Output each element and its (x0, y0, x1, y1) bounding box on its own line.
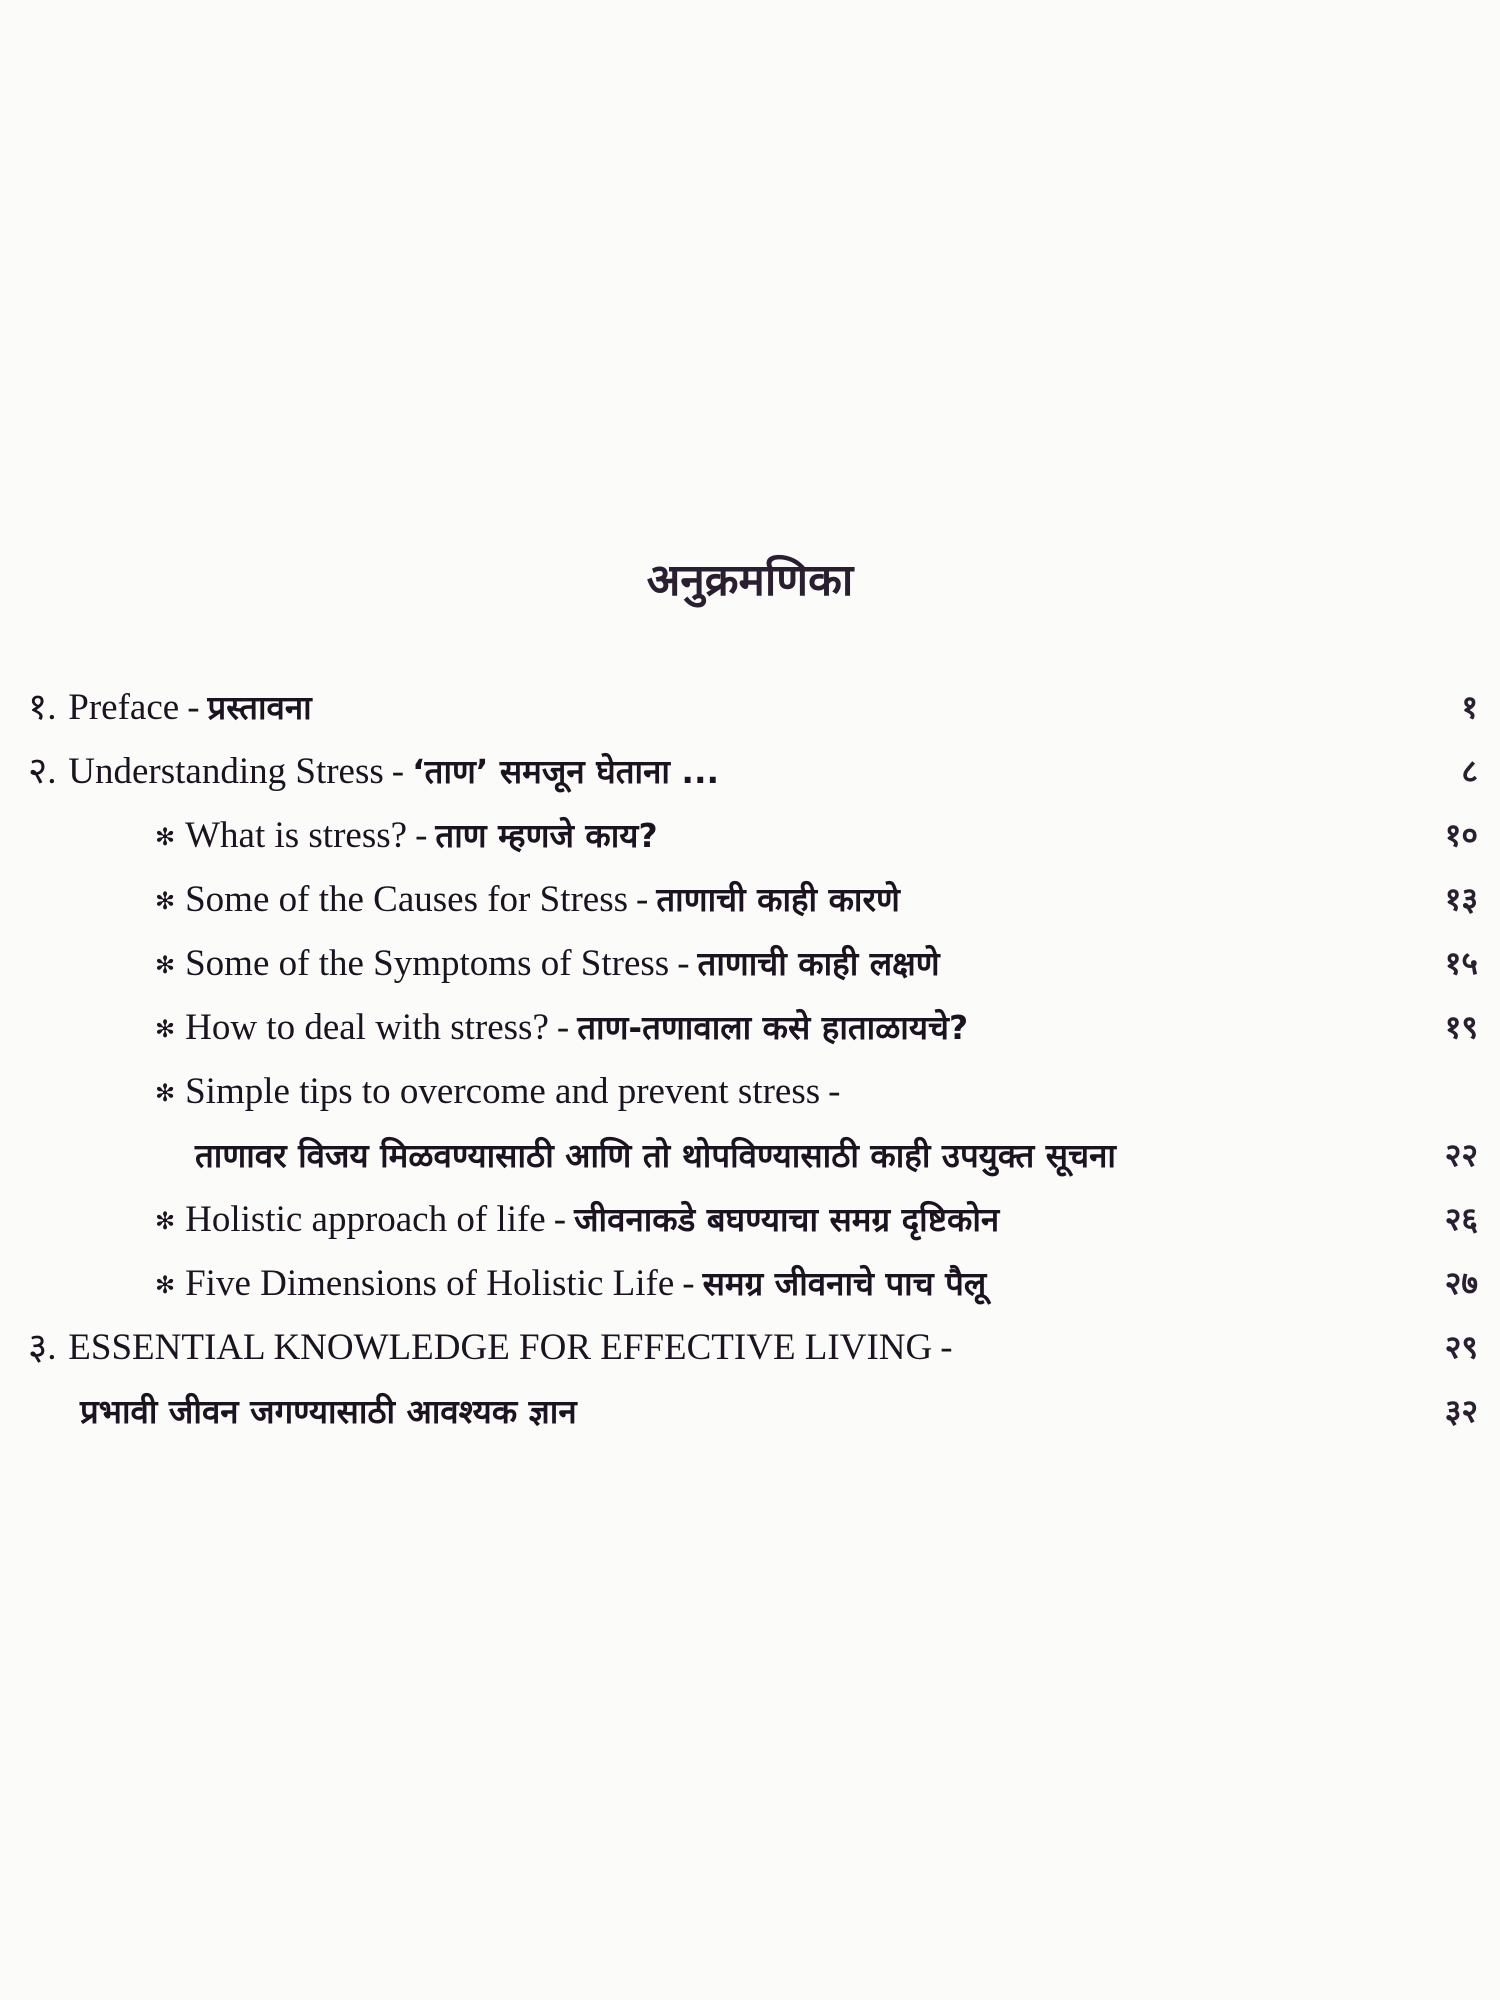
toc-entry-text (28, 675, 312, 740)
toc-subentry-symptoms[interactable] (0, 931, 1500, 995)
entry-marathi-title: ताणावर विजय मिळवण्यासाठी आणि तो थोपविण्यासाठी काही उपयुक्त सूचना (195, 1136, 1116, 1175)
table-of-contents (0, 675, 1500, 1443)
entry-english-title: Preface (68, 687, 180, 728)
entry-page-number: २२ (1444, 1136, 1478, 1174)
entry-number: २. (28, 751, 57, 792)
entry-separator: - (677, 943, 690, 984)
toc-subentry-simple-tips-continued[interactable] (0, 1123, 1500, 1187)
entry-page-number: ८ (1461, 752, 1478, 790)
toc-entry-text (155, 995, 968, 1061)
toc-subentry-causes[interactable] (0, 867, 1500, 931)
entry-page-number: २७ (1444, 1264, 1478, 1302)
entry-separator: - (556, 1007, 570, 1048)
entry-marathi-title: प्रस्तावना (207, 688, 312, 727)
page-title: अनुक्रमणिका (646, 555, 854, 606)
entry-page-number: २६ (1444, 1200, 1478, 1238)
entry-english-title: Five Dimensions of Holistic Life (185, 1263, 675, 1304)
entry-separator: - (415, 815, 428, 856)
asterisk-bullet-icon: ✻ (155, 823, 176, 851)
entry-separator: - (828, 1071, 841, 1112)
entry-separator: - (391, 751, 405, 792)
entry-separator: - (636, 879, 649, 920)
entry-page-number: ३२ (1444, 1392, 1478, 1430)
entry-page-number: १० (1444, 816, 1478, 854)
entry-english-title: What is stress? (185, 815, 408, 856)
toc-entry-text (155, 1059, 848, 1125)
entry-marathi-title: ताणाची काही कारणे (656, 880, 900, 919)
entry-separator: - (682, 1263, 695, 1304)
entry-marathi-title: ‘ताण’ समजून घेताना ... (412, 752, 720, 791)
toc-entry-essential-knowledge[interactable] (0, 1315, 1500, 1379)
entry-number: ३. (28, 1327, 57, 1368)
toc-entry-text (155, 867, 900, 933)
entry-separator: - (187, 687, 200, 728)
entry-english-title: How to deal with stress? (185, 1007, 549, 1048)
entry-marathi-title: प्रभावी जीवन जगण्यासाठी आवश्यक ज्ञान (80, 1392, 577, 1431)
asterisk-bullet-icon: ✻ (155, 951, 176, 979)
asterisk-bullet-icon: ✻ (155, 1207, 176, 1235)
toc-entry-text (155, 931, 940, 997)
entry-page-number: १ (1461, 688, 1478, 726)
toc-entry-preface[interactable] (0, 675, 1500, 739)
toc-entry-text (195, 1123, 1116, 1188)
toc-entry-text (80, 1379, 577, 1444)
entry-english-title: Some of the Causes for Stress (185, 879, 629, 920)
asterisk-bullet-icon: ✻ (155, 1015, 176, 1043)
asterisk-bullet-icon: ✻ (155, 1079, 176, 1107)
entry-page-number: १५ (1444, 944, 1478, 982)
entry-english-title: Holistic approach of life (185, 1199, 546, 1240)
entry-separator: - (940, 1327, 953, 1368)
toc-subentry-simple-tips[interactable] (0, 1059, 1500, 1123)
entry-number: १. (28, 687, 57, 728)
toc-entry-text (155, 803, 658, 869)
toc-entry-text (155, 1187, 999, 1253)
entry-marathi-title: ताण-तणावाला कसे हाताळायचे? (577, 1008, 969, 1047)
toc-subentry-deal-with-stress[interactable] (0, 995, 1500, 1059)
toc-subentry-five-dimensions[interactable] (0, 1251, 1500, 1315)
toc-entry-essential-knowledge-marathi[interactable] (0, 1379, 1500, 1443)
toc-entry-text (155, 1251, 986, 1317)
asterisk-bullet-icon: ✻ (155, 1271, 176, 1299)
entry-english-title: ESSENTIAL KNOWLEDGE FOR EFFECTIVE LIVING (68, 1327, 933, 1368)
entry-marathi-title: ताणाची काही लक्षणे (697, 944, 940, 983)
entry-page-number: २९ (1444, 1328, 1478, 1366)
toc-entry-understanding-stress[interactable] (0, 739, 1500, 803)
entry-marathi-title: समग्र जीवनाचे पाच पैलू (702, 1264, 987, 1303)
entry-english-title: Some of the Symptoms of Stress (185, 943, 670, 984)
toc-entry-text (28, 1315, 961, 1380)
entry-separator: - (553, 1199, 567, 1240)
toc-subentry-what-is-stress[interactable] (0, 803, 1500, 867)
entry-page-number: १९ (1444, 1008, 1478, 1046)
entry-page-number: १३ (1444, 880, 1478, 918)
toc-entry-text (28, 739, 719, 804)
entry-english-title: Simple tips to overcome and prevent stress (185, 1071, 821, 1112)
entry-marathi-title: जीवनाकडे बघण्याचा समग्र दृष्टिकोन (574, 1200, 1000, 1239)
entry-english-title: Understanding Stress (68, 751, 384, 792)
toc-subentry-holistic-approach[interactable] (0, 1187, 1500, 1251)
entry-marathi-title: ताण म्हणजे काय? (435, 816, 658, 855)
asterisk-bullet-icon: ✻ (155, 887, 176, 915)
